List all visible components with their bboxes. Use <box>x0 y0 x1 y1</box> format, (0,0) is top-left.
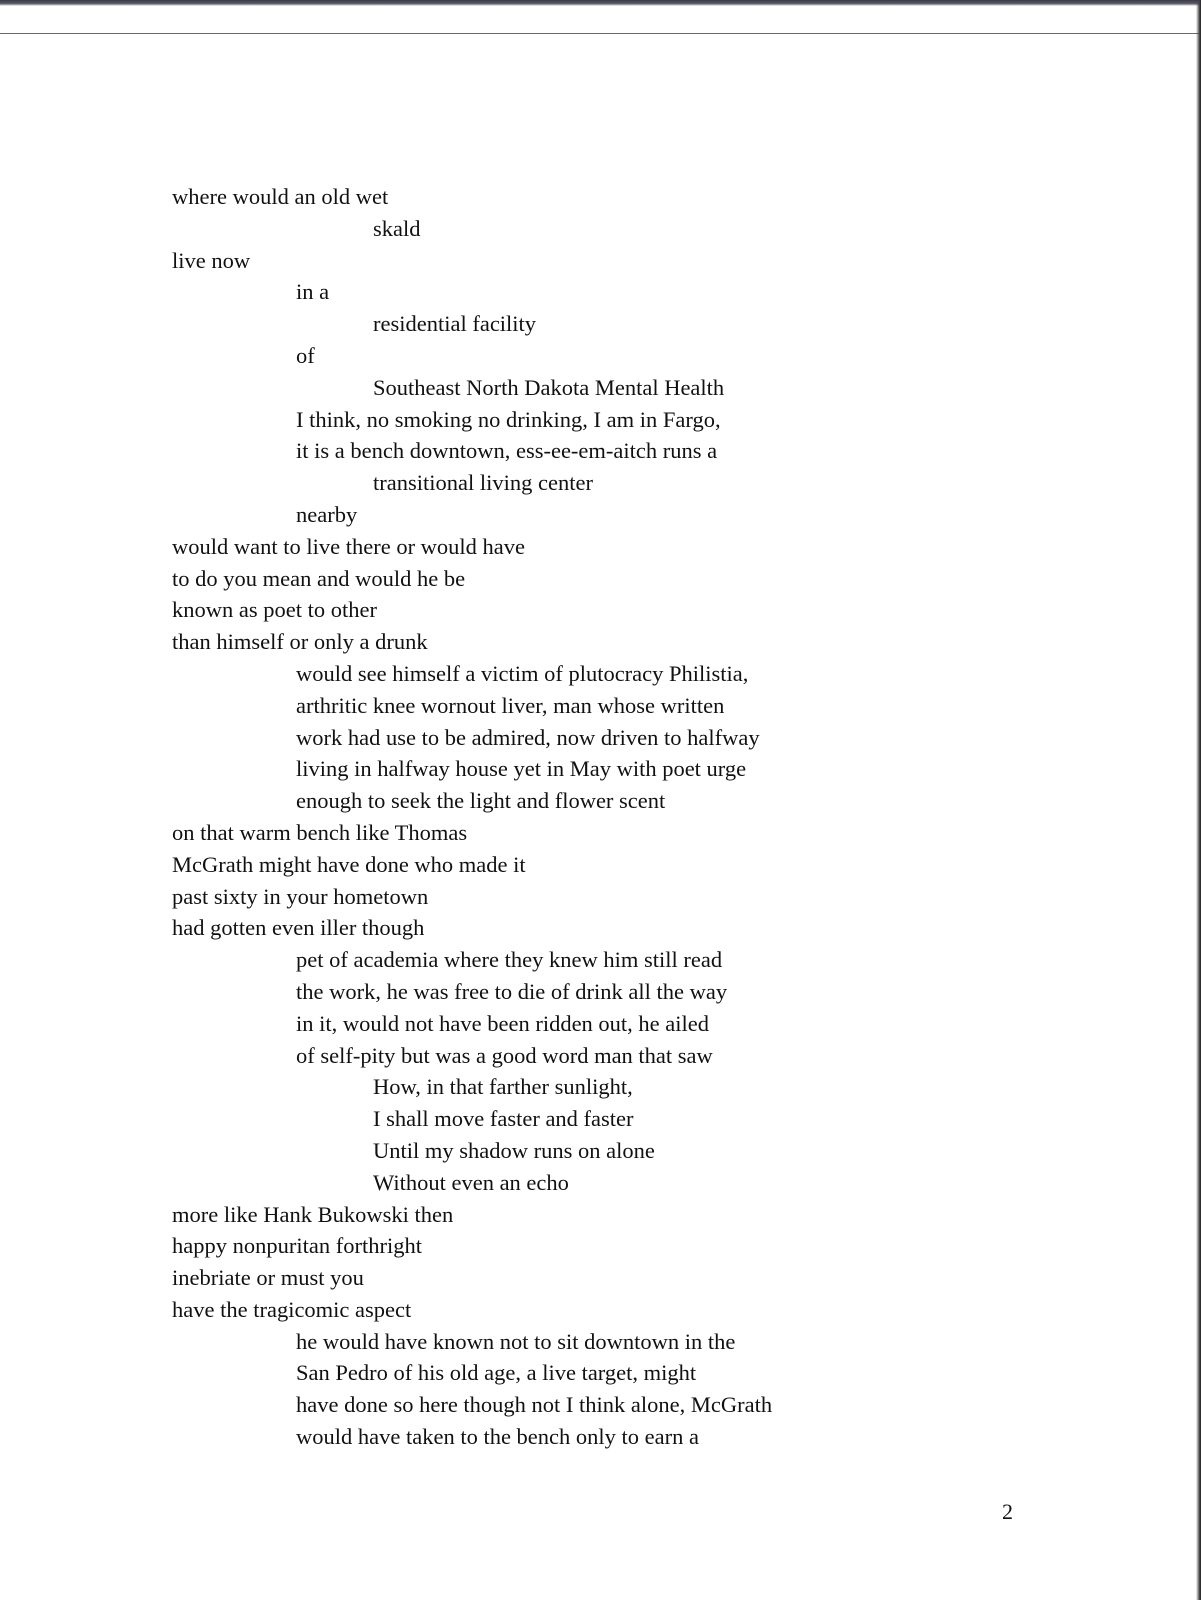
poem-line: have done so here though not I think alone, McGrath <box>296 1392 773 1418</box>
scan-top-edge <box>0 0 1201 6</box>
poem-line: How, in that farther sunlight, <box>373 1074 633 1100</box>
poem-line: would see himself a victim of plutocracy Philistia, <box>296 660 749 686</box>
poem-line: have the tragicomic aspect <box>172 1296 412 1322</box>
scan-top-rule <box>0 33 1201 34</box>
poem-line: skald <box>373 215 421 241</box>
poem-line: inebriate or must you <box>172 1265 364 1291</box>
poem-line: it is a bench downtown, ess-ee-em-aitch runs a <box>296 438 718 464</box>
poem-line: happy nonpuritan forthright <box>172 1233 422 1259</box>
poem-line: Without even an echo <box>373 1169 569 1195</box>
poem-line: to do you mean and would he be <box>172 565 466 591</box>
poem-line: Southeast North Dakota Mental Health <box>373 374 725 400</box>
poem-line: in a <box>296 279 330 305</box>
poem-line: McGrath might have done who made it <box>172 851 526 877</box>
poem-line: had gotten even iller though <box>172 915 425 941</box>
poem-line: on that warm bench like Thomas <box>172 819 468 845</box>
poem-line: more like Hank Bukowski then <box>172 1201 454 1227</box>
poem-line: enough to seek the light and flower scent <box>296 788 666 814</box>
poem-line: living in halfway house yet in May with poet urge <box>296 756 747 782</box>
poem-line: I think, no smoking no drinking, I am in Fargo, <box>296 406 721 432</box>
poem-line: the work, he was free to die of drink all the way <box>296 978 728 1004</box>
poem-line: transitional living center <box>373 470 593 496</box>
poem-line: I shall move faster and faster <box>373 1106 634 1132</box>
poem-line: in it, would not have been ridden out, he ailed <box>296 1010 710 1036</box>
poem-line: of <box>296 342 315 368</box>
poem-line: he would have known not to sit downtown in the <box>296 1328 736 1354</box>
poem-body <box>0 181 1201 1453</box>
poem-line: would have taken to the bench only to earn a <box>296 1424 699 1450</box>
page-number: 2 <box>1002 1499 1013 1524</box>
poem-line: arthritic knee wornout liver, man whose written <box>296 692 725 718</box>
poem-line: Until my shadow runs on alone <box>373 1137 655 1163</box>
poem-line: of self-pity but was a good word man that saw <box>296 1042 713 1068</box>
poem-line: nearby <box>296 501 358 527</box>
poem-line: known as poet to other <box>172 597 377 623</box>
poem-line: past sixty in your hometown <box>172 883 429 909</box>
poem-line: than himself or only a drunk <box>172 629 428 655</box>
poem-line: San Pedro of his old age, a live target, might <box>296 1360 697 1386</box>
poem-line: pet of academia where they knew him still read <box>296 947 723 973</box>
poem-line: work had use to be admired, now driven to halfway <box>296 724 760 750</box>
poem-line: residential facility <box>373 311 537 337</box>
poem-line: where would an old wet <box>172 184 389 209</box>
poem-line: would want to live there or would have <box>172 533 526 559</box>
poem-line: live now <box>172 247 251 273</box>
